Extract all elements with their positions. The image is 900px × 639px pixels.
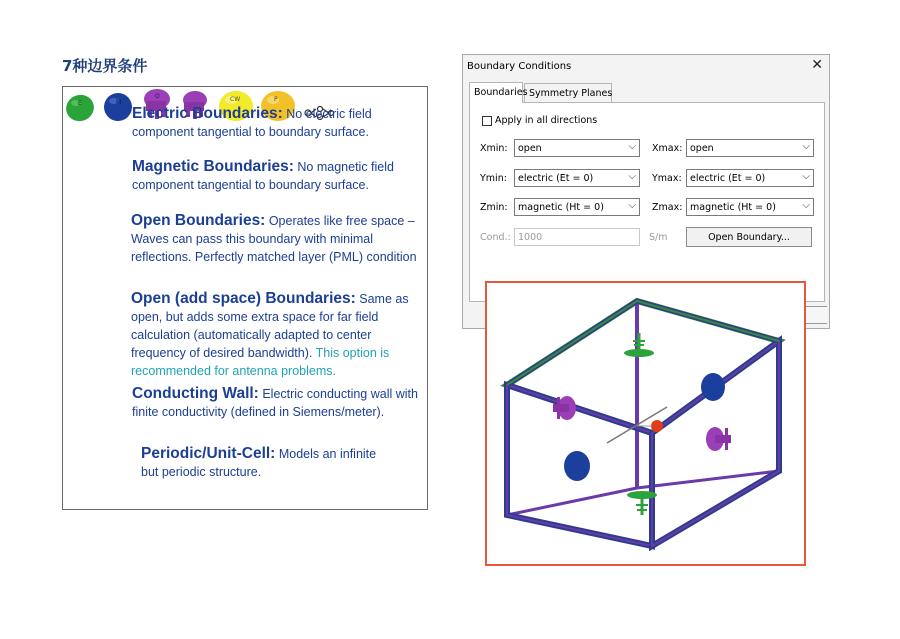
conducting-wall-text	[132, 385, 428, 421]
apply-all-label: Apply in all directions	[495, 115, 598, 126]
open-add-space-boundary-text	[131, 290, 427, 380]
open-add-line1: Same as	[355, 292, 409, 306]
periodic-line1: Models an infinite	[275, 447, 377, 461]
zmin-label: Zmin:	[480, 202, 508, 213]
zmin-select[interactable]	[514, 198, 640, 216]
ymax-label: Ymax:	[652, 173, 682, 184]
conducting-head: Conducting Wall:	[132, 385, 259, 402]
electric-head: Electric Boundaries:	[132, 105, 283, 122]
xmax-value: open	[690, 143, 714, 154]
magnetic-boundary-text	[132, 158, 422, 194]
xmin-value: open	[518, 143, 542, 154]
open-add-line3: calculation (automatically adapted to center	[131, 328, 372, 342]
open-boundary-text	[131, 212, 427, 266]
electric-line1: No electric field	[282, 107, 372, 121]
source-port-icon	[651, 420, 663, 432]
magnetic-boundary-icon	[101, 91, 135, 123]
magnetic-head: Magnetic Boundaries:	[132, 158, 294, 175]
dialog-title: Boundary Conditions	[467, 61, 572, 72]
magnetic-line2: component tangential to boundary surface.	[132, 178, 369, 192]
electric-boundary-text	[132, 105, 422, 141]
periodic-line2: but periodic structure.	[141, 465, 262, 479]
xmin-label: Xmin:	[480, 143, 508, 154]
dialog-button-edge[interactable]	[805, 306, 827, 324]
open-line1: Operates like free space –	[265, 214, 415, 228]
left-magnetic-disk-icon	[564, 451, 590, 481]
top-open-boundary-icon	[624, 333, 654, 357]
open-head: Open Boundaries:	[131, 212, 266, 229]
apply-all-checkbox[interactable]	[482, 116, 492, 126]
magnetic-icon-letter: M	[116, 99, 122, 106]
ymax-select[interactable]	[686, 169, 814, 187]
ymin-value: electric (Et = 0)	[518, 173, 594, 184]
page-title: 7种边界条件	[62, 57, 148, 75]
open-add-line4: frequency of desired bandwidth).	[131, 346, 313, 360]
open-line2: Waves can pass this boundary with minimal	[131, 232, 373, 246]
open-add-highlight1: This option is	[312, 346, 390, 360]
zmax-label: Zmax:	[652, 202, 683, 213]
cond-input[interactable]: 1000	[514, 228, 640, 246]
conducting-line1: Electric conducting wall with	[258, 387, 418, 401]
boundary-legend	[62, 86, 428, 510]
right-magnetic-disk-icon	[701, 373, 725, 401]
cond-label: Cond.:	[480, 232, 511, 243]
open-boundary-button[interactable]: Open Boundary...	[686, 227, 812, 247]
tab-symmetry-planes[interactable]: Symmetry Planes	[524, 83, 612, 102]
chevron-down-icon: ⌵	[802, 200, 810, 211]
chevron-down-icon: ⌵	[628, 141, 636, 152]
zmin-value: magnetic (Ht = 0)	[518, 202, 604, 213]
chevron-down-icon: ⌵	[802, 141, 810, 152]
ymin-select[interactable]	[514, 169, 640, 187]
chevron-down-icon: ⌵	[628, 171, 636, 182]
electric-icon-letter: E	[78, 100, 82, 107]
magnetic-line1: No magnetic field	[293, 160, 394, 174]
close-icon[interactable]: ✕	[811, 57, 823, 73]
periodic-head: Periodic/Unit-Cell:	[141, 445, 276, 462]
open-line3: reflections. Perfectly matched layer (PML) condition	[131, 250, 417, 264]
conducting-line2: finite conductivity (defined in Siemens/meter).	[132, 405, 385, 419]
electric-boundary-icon	[63, 93, 97, 123]
ymin-label: Ymin:	[480, 173, 507, 184]
xmax-label: Xmax:	[652, 143, 683, 154]
cond-unit: S/m	[649, 232, 668, 243]
open-add-highlight2: recommended for antenna problems.	[131, 364, 336, 378]
open-add-line2: open, but adds some extra space for far field	[131, 310, 379, 324]
zmax-value: magnetic (Ht = 0)	[690, 202, 776, 213]
apply-all-row	[482, 115, 597, 126]
conducting-icon-letter: CW	[229, 96, 240, 103]
boundary-cube-preview	[485, 281, 806, 566]
periodic-boundary-text	[141, 445, 427, 481]
periodic-icon-letter: P	[274, 96, 278, 103]
cube-svg	[487, 283, 804, 564]
open-icon-letter: O	[154, 93, 160, 100]
chevron-down-icon: ⌵	[802, 171, 810, 182]
ymax-value: electric (Et = 0)	[690, 173, 766, 184]
tab-boundaries[interactable]: Boundaries	[469, 82, 523, 103]
zmax-select[interactable]	[686, 198, 814, 216]
open-add-head: Open (add space) Boundaries:	[131, 290, 356, 307]
xmax-select[interactable]	[686, 139, 814, 157]
electric-line2: component tangential to boundary surface.	[132, 125, 369, 139]
right-open-boundary-icon	[706, 427, 731, 451]
boundaries-panel	[469, 102, 825, 302]
chevron-down-icon: ⌵	[628, 200, 636, 211]
xmin-select[interactable]	[514, 139, 640, 157]
